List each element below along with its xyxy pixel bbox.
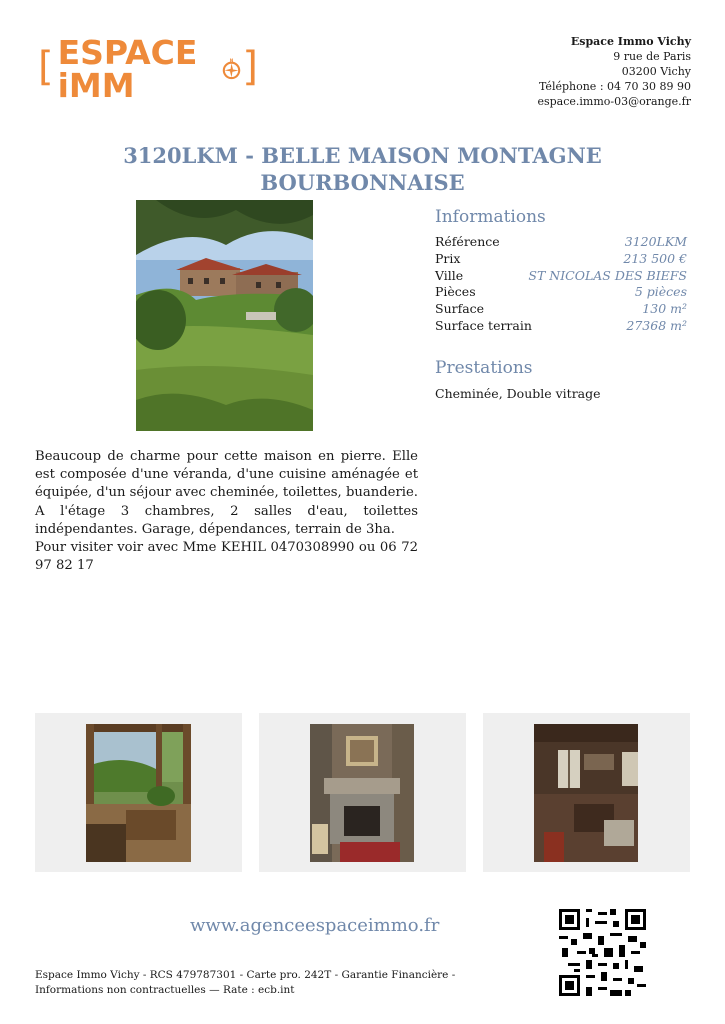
- info-row-surface-terrain: [435, 318, 687, 335]
- living-room-photo-icon: [534, 724, 638, 862]
- main-house-photo: [136, 200, 313, 431]
- info-row-prix: [435, 251, 687, 268]
- info-label: Prix: [435, 250, 461, 266]
- agency-city: 03200 Vichy: [621, 65, 691, 78]
- espace-immo-logo: [38, 33, 258, 105]
- agency-name: Espace Immo Vichy: [570, 35, 691, 48]
- agency-contact: [537, 34, 691, 109]
- logo-text: ESPACE iMM: [57, 33, 198, 105]
- gallery-item-living-room[interactable]: [483, 713, 690, 872]
- prestations-heading: Prestations: [435, 358, 533, 378]
- listing-title-line1: 3120LKM - BELLE MAISON MONTAGNE: [123, 143, 602, 168]
- description-paragraph: Beaucoup de charme pour cette maison en pierre. Elle est composée d'une véranda, d'une cuisine aménagée et équipée, d'un séjour avec cheminée, toilettes, buanderie. A l'étage 3 chambres, 2 salles d'eau, toilettes indépendantes. Garage, dépendances, terrain de 3ha.: [35, 449, 418, 537]
- info-value: ST NICOLAS DES BIEFS: [528, 267, 687, 283]
- gallery-item-fireplace[interactable]: [259, 713, 466, 872]
- info-value: 130 m²: [642, 301, 687, 317]
- info-value: 5 pièces: [634, 284, 687, 300]
- gallery-item-veranda[interactable]: [35, 713, 242, 872]
- compass-icon: [221, 54, 242, 84]
- agency-address: 9 rue de Paris: [613, 50, 691, 63]
- info-label: Surface: [435, 301, 485, 317]
- info-row-surface: [435, 301, 687, 318]
- informations-table: [435, 234, 687, 335]
- agency-email[interactable]: espace.immo-03@orange.fr: [537, 95, 691, 108]
- fireplace-photo-icon: [310, 724, 414, 862]
- listing-title: [70, 142, 655, 196]
- logo-bracket-open: [: [38, 44, 54, 90]
- info-label: Pièces: [435, 284, 476, 300]
- agency-phone: Téléphone : 04 70 30 89 90: [538, 80, 691, 93]
- listing-description: [35, 448, 418, 575]
- info-row-pieces: [435, 284, 687, 301]
- logo-bracket-close: ]: [242, 44, 258, 90]
- info-label: Ville: [435, 267, 464, 283]
- info-label: Référence: [435, 234, 500, 249]
- info-value: 213 500 €: [623, 250, 687, 266]
- website-link[interactable]: www.agenceespaceimmo.fr: [190, 915, 440, 936]
- qr-code-icon: [559, 909, 646, 996]
- compass-north-letter: N: [230, 58, 234, 63]
- listing-title-line2: BOURBONNAISE: [260, 170, 465, 195]
- info-value: 27368 m²: [626, 317, 687, 333]
- informations-heading: Informations: [435, 207, 546, 227]
- info-value: 3120LKM: [624, 234, 687, 249]
- info-row-reference: [435, 234, 687, 251]
- veranda-photo-icon: [86, 724, 191, 862]
- legal-notice: Espace Immo Vichy - RCS 479787301 - Carte pro. 242T - Garantie Financière - Informations non contractuelles — Rate : ecb.int: [35, 969, 456, 996]
- prestations-text: Cheminée, Double vitrage: [435, 386, 601, 401]
- info-label: Surface terrain: [435, 317, 532, 333]
- info-row-ville: [435, 268, 687, 285]
- description-contact: Pour visiter voir avec Mme KEHIL 0470308990 ou 06 72 97 82 17: [35, 540, 418, 574]
